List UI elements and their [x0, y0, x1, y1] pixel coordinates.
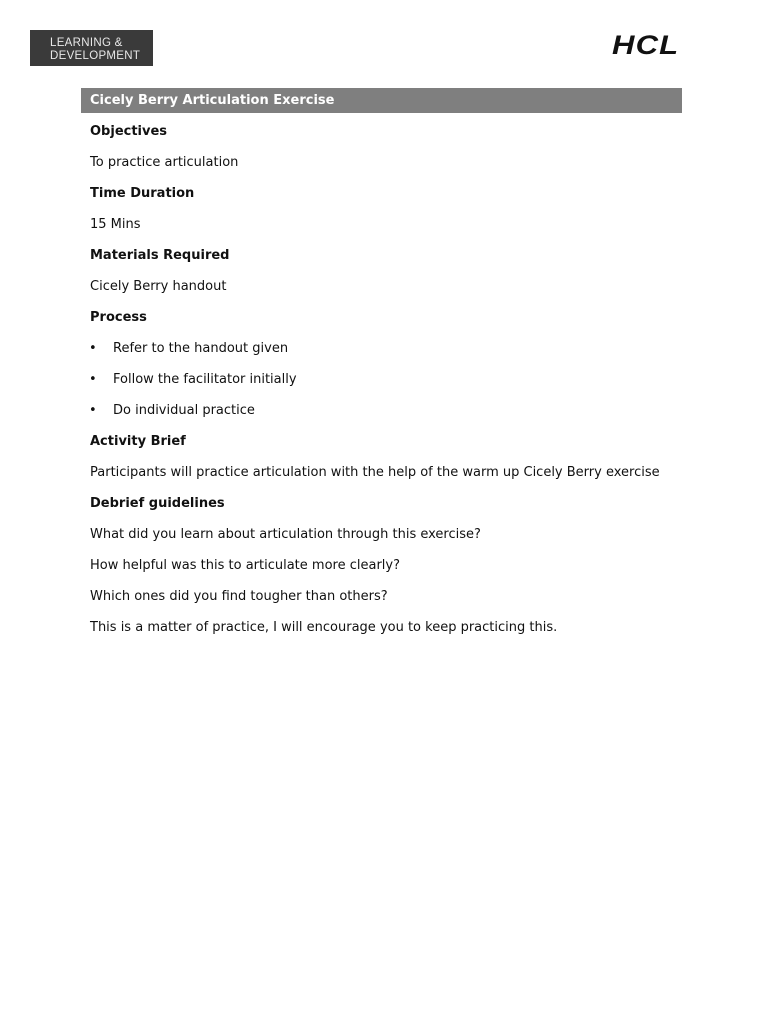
materials-text: Cicely Berry handout [90, 279, 227, 294]
bullet-icon: • [89, 341, 97, 356]
process-heading: Process [90, 310, 147, 325]
process-step: Do individual practice [113, 403, 255, 418]
activity-text: Participants will practice articulation with the help of the warm up Cicely Berry exercise [90, 465, 660, 480]
objectives-text: To practice articulation [90, 155, 239, 170]
process-step: Follow the facilitator initially [113, 372, 297, 387]
document-title: Cicely Berry Articulation Exercise [81, 88, 682, 113]
learning-development-logo [30, 30, 153, 66]
materials-heading: Materials Required [90, 248, 230, 263]
bullet-icon: • [89, 403, 97, 418]
hcl-logo: HCL [612, 30, 680, 60]
debrief-heading: Debrief guidelines [90, 496, 225, 511]
debrief-question: Which ones did you find tougher than others? [90, 589, 388, 604]
debrief-question: What did you learn about articulation through this exercise? [90, 527, 481, 542]
process-step: Refer to the handout given [113, 341, 289, 356]
activity-heading: Activity Brief [90, 434, 186, 449]
logo-line-2: DEVELOPMENT [50, 49, 141, 62]
debrief-closing: This is a matter of practice, I will encourage you to keep practicing this. [90, 620, 558, 635]
logo-line-1: LEARNING & [50, 37, 123, 49]
duration-heading: Time Duration [90, 186, 195, 201]
debrief-question: How helpful was this to articulate more clearly? [90, 558, 400, 573]
bullet-icon: • [89, 372, 97, 387]
duration-text: 15 Mins [90, 217, 141, 232]
objectives-heading: Objectives [90, 124, 168, 139]
